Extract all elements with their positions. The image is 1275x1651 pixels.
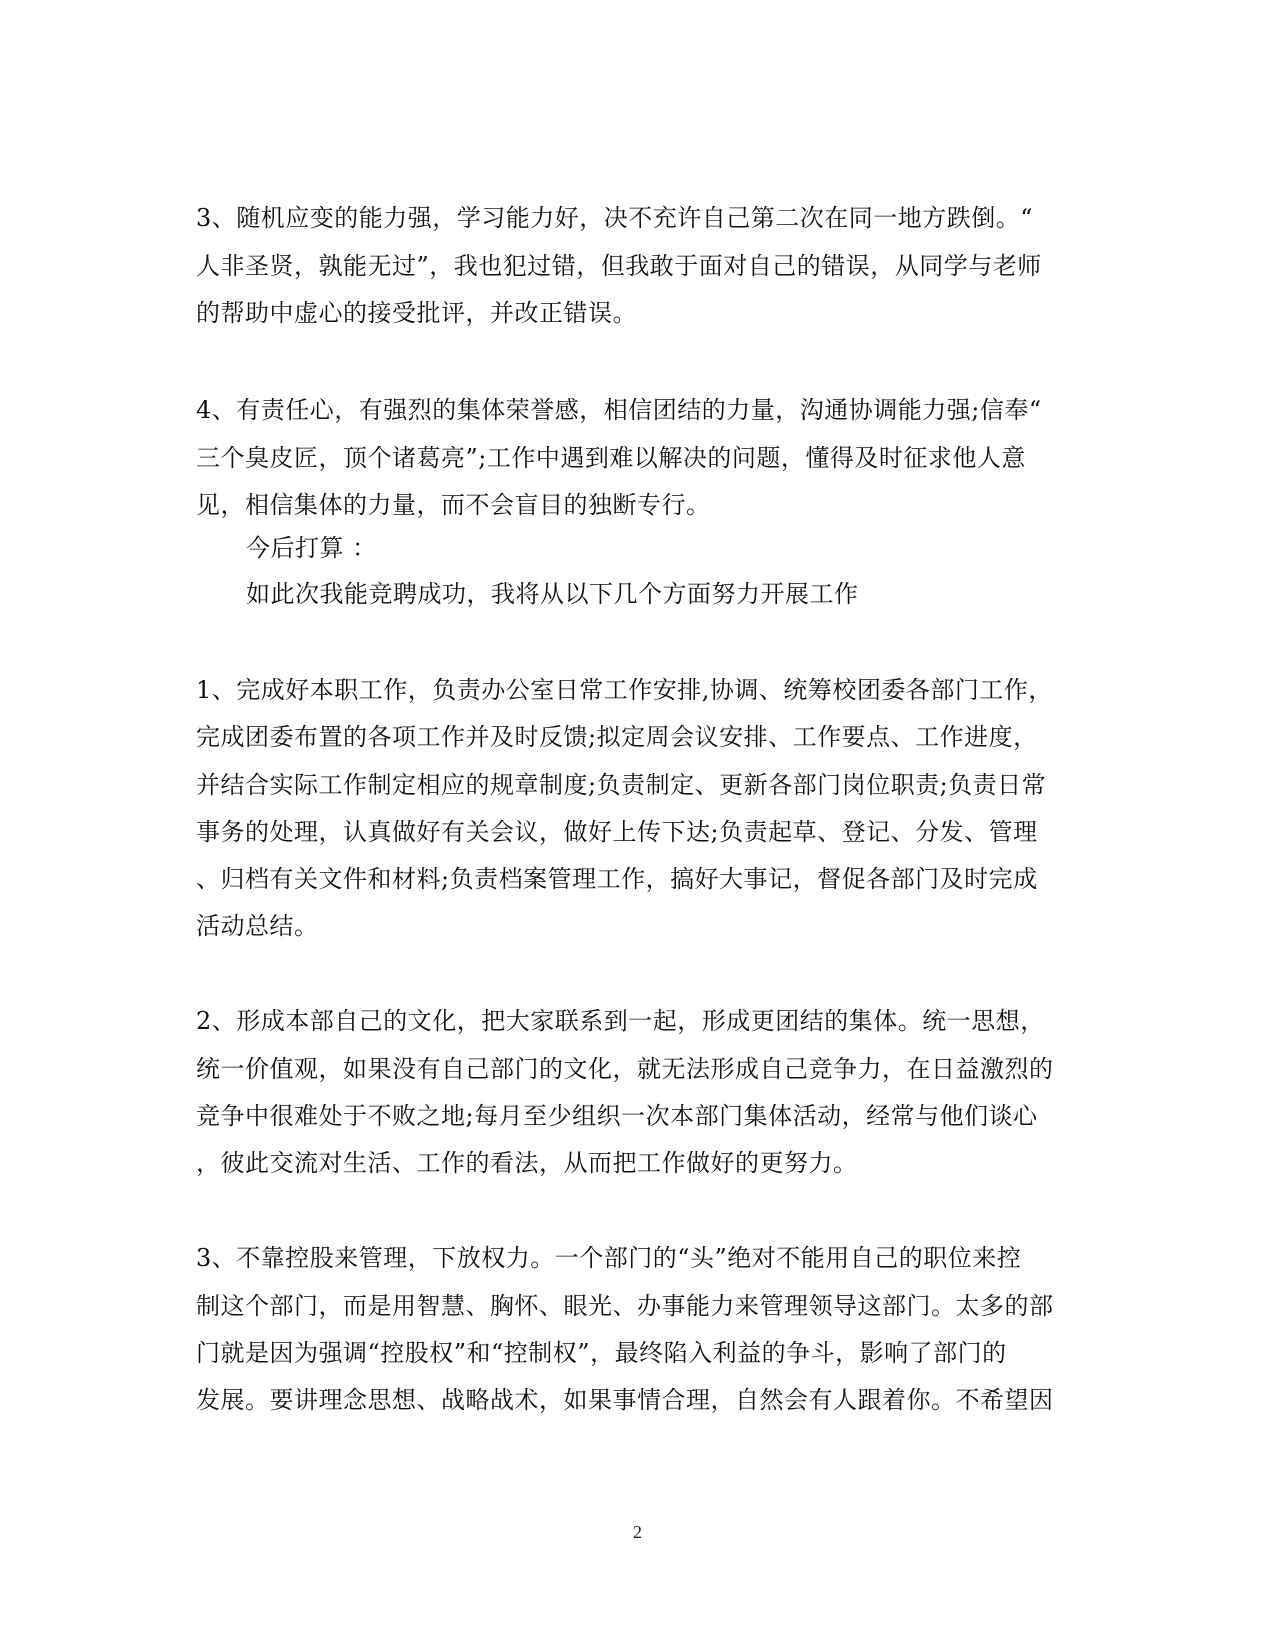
paragraph-line: 制这个部门，而是用智慧、胸怀、眼光、办事能力来管理领导这部门。太多的部 <box>196 1292 1054 1320</box>
paragraph-line: 活动总结。 <box>196 912 319 940</box>
paragraph-line: 3、不靠控股来管理，下放权力。一个部门的“头”绝对不能用自己的职位来控 <box>196 1244 1022 1272</box>
paragraph-line: 4、有责任心，有强烈的集体荣誉感，相信团结的力量，沟通协调能力强;信奉“ <box>196 396 1042 424</box>
paragraph-line: 三个臭皮匠，顶个诸葛亮”;工作中遇到难以解决的问题，懂得及时征求他人意 <box>196 444 1026 472</box>
paragraph-line: 门就是因为强调“控股权”和“控制权”，最终陷入利益的争斗，影响了部门的 <box>196 1339 1007 1367</box>
paragraph-line: 发展。要讲理念思想、战略战术，如果事情合理，自然会有人跟着你。不希望因 <box>196 1386 1054 1414</box>
paragraph-line: 、归档有关文件和材料;负责档案管理工作，搞好大事记，督促各部门及时完成 <box>196 865 1038 893</box>
paragraph-line: 事务的处理，认真做好有关会议，做好上传下达;负责起草、登记、分发、管理 <box>196 818 1038 846</box>
paragraph-line: 如此次我能竞聘成功，我将从以下几个方面努力开展工作 <box>246 580 859 608</box>
paragraph-line: 完成团委布置的各项工作并及时反馈;拟定周会议安排、工作要点、工作进度， <box>196 723 1038 751</box>
paragraph-line: 3、随机应变的能力强，学习能力好，决不充许自己第二次在同一地方跌倒。“ <box>196 204 1034 232</box>
paragraph-line: ，彼此交流对生活、工作的看法，从而把工作做好的更努力。 <box>196 1149 858 1177</box>
paragraph-line: 统一价值观，如果没有自己部门的文化，就无法形成自己竞争力，在日益激烈的 <box>196 1055 1054 1083</box>
paragraph-line: 的帮助中虚心的接受批评，并改正错误。 <box>196 299 637 327</box>
paragraph-line: 见，相信集体的力量，而不会盲目的独断专行。 <box>196 491 711 519</box>
paragraph-line: 竞争中很难处于不败之地;每月至少组织一次本部门集体活动，经常与他们谈心 <box>196 1102 1038 1130</box>
paragraph-line: 并结合实际工作制定相应的规章制度;负责制定、更新各部门岗位职责;负责日常 <box>196 771 1047 799</box>
section-heading: 今后打算 ： <box>246 534 377 562</box>
paragraph-line: 人非圣贤，孰能无过”，我也犯过错，但我敢于面对自己的错误，从同学与老师 <box>196 252 1042 280</box>
page-number: 2 <box>633 1522 642 1542</box>
paragraph-line: 2、形成本部自己的文化，把大家联系到一起，形成更团结的集体。统一思想， <box>196 1007 1045 1035</box>
paragraph-line: 1、完成好本职工作，负责办公室日常工作安排,协调、统筹校团委各部门工作， <box>196 676 1053 704</box>
